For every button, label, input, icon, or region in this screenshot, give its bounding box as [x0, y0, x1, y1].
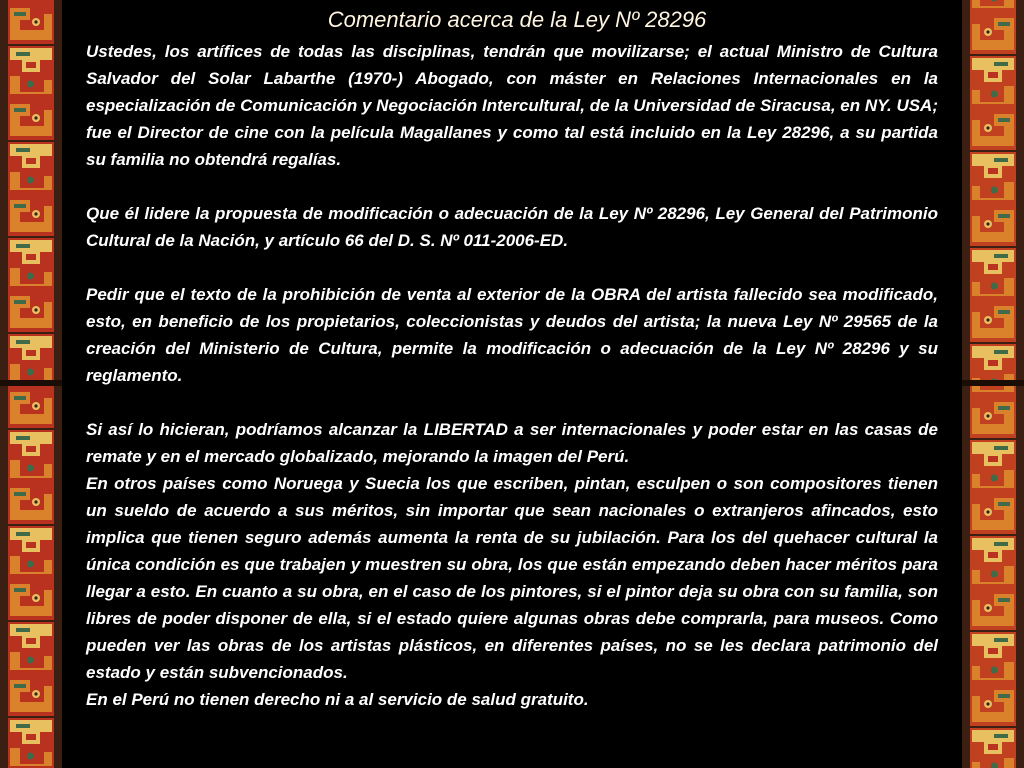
paragraph-ministro: Ustedes, los artífices de todas las disciplinas, tendrán que movilizarse; el actual Ministro de Cultura Salvador del Solar Labarthe (1970-) Abogado, con máster en Relaciones Internacionales en la especialización de Comunicación y Negociación Intercultural, de la Universidad de Siracusa, en NY. USA; fue el Director de cine con la película Magallanes y como tal está incluido en la Ley 28296, a su partida su familia no obtendrá regalías. [86, 42, 938, 169]
right-decorative-border [962, 0, 1024, 768]
left-decorative-border [0, 0, 62, 768]
paragraph-propuesta: Que él lidere la propuesta de modificación o adecuación de la Ley Nº 28296, Ley General del Patrimonio Cultural de la Nación, y artículo 66 del D. S. Nº 011-2006-ED. [86, 204, 938, 250]
paragraph-spacer [86, 389, 938, 416]
paragraph-spacer [86, 254, 938, 281]
paragraph-salud: En el Perú no tienen derecho ni a al servicio de salud gratuito. [86, 690, 589, 709]
paragraph-prohibicion: Pedir que el texto de la prohibición de venta al exterior de la OBRA del artista fallecido sea modificado, esto, en beneficio de los propietarios, coleccionistas y deudos del artista; la nueva Ley Nº 29565 de la creación del Ministerio de Cultura, permite la modificación o adecuación de la Ley Nº 28296 y su reglamento. [86, 285, 938, 385]
slide-title: Comentario acerca de la Ley Nº 28296 [327, 7, 707, 32]
paragraph-libertad: Si así lo hicieran, podríamos alcanzar la LIBERTAD a ser internacionales y poder estar en las casas de remate y en el mercado globalizado, mejorando la imagen del Perú. [86, 420, 938, 466]
slide-content [86, 4, 938, 713]
andean-textile-pattern-left [0, 0, 62, 768]
andean-textile-pattern-right [962, 0, 1024, 768]
paragraph-otros-paises: En otros países como Noruega y Suecia los que escriben, pintan, esculpen o son compositores tienen un sueldo de acuerdo a sus méritos, sin importar que sean nacionales o extranjeros afincados, esto implica que tienen seguro además aumenta la renta de su jubilación. Para los del quehacer cultural la única condición es que trabajen y muestren su obra, los que están empezando deben hacer méritos para llegar a esto. En cuanto a su obra, en el caso de los pintores, si el pintor deja su obra con su familia, son libres de poder disponer de ella, si el estado quiere algunas obras debe comprarla, para museos. Como pueden ver las obras de los artistas plásticos, en diferentes países, no se les declara patrimonio del estado y están subvencionados. [86, 474, 938, 682]
paragraph-spacer [86, 173, 938, 200]
